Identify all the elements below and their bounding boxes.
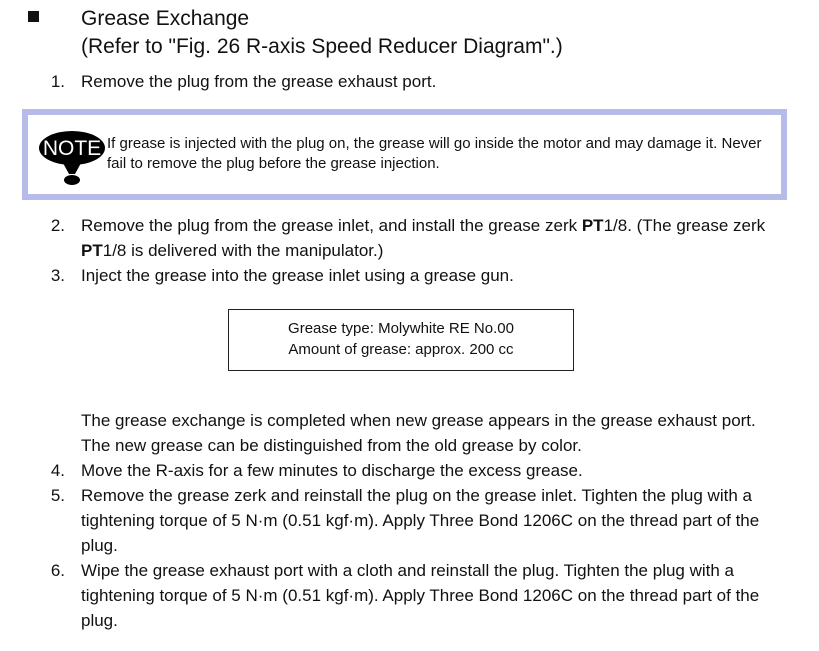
- step-text: Move the R-axis for a few minutes to discharge the excess grease.: [81, 461, 583, 480]
- step-text: Remove the plug from the grease inlet, and install the grease zerk PT1/8. (The grease zerk PT1/8 is delivered with the manipulator.): [81, 216, 766, 260]
- step-number: 5.: [50, 486, 65, 505]
- section-heading: [81, 5, 563, 61]
- section-title: Grease Exchange: [81, 7, 250, 30]
- grease-type: Grease type: Molywhite RE No.00: [288, 320, 514, 337]
- step-number: 3.: [50, 266, 65, 285]
- step-number: 4.: [50, 461, 65, 480]
- section-bullet: [28, 11, 39, 22]
- note-label: NOTE: [42, 137, 102, 160]
- completion-paragraph: The grease exchange is completed when new grease appears in the grease exhaust port. The new grease can be distinguished from the old grease by color.: [81, 411, 756, 455]
- step-number: 6.: [50, 561, 65, 580]
- step-number: 2.: [50, 216, 65, 235]
- note-box: [22, 109, 787, 200]
- step-number: 1.: [50, 72, 65, 91]
- step-text: Remove the grease zerk and reinstall the plug on the grease inlet. Tighten the plug with a tightening torque of 5 N·m (0.51 kgf·m). Apply Three Bond 1206C on the thread part of the plug.: [81, 486, 760, 555]
- grease-amount: Amount of grease: approx. 200 cc: [288, 341, 514, 358]
- step-text: Inject the grease into the grease inlet using a grease gun.: [81, 266, 514, 285]
- step-text: Remove the plug from the grease exhaust port.: [81, 72, 437, 91]
- note-icon: [38, 129, 106, 187]
- figure-reference: (Refer to "Fig. 26 R-axis Speed Reducer Diagram".): [81, 35, 563, 58]
- grease-spec-box: [228, 309, 574, 371]
- step-text: Wipe the grease exhaust port with a cloth and reinstall the plug. Tighten the plug with a tightening torque of 5 N·m (0.51 kgf·m). Apply Three Bond 1206C on the thread part of the plug.: [81, 561, 760, 630]
- note-text: If grease is injected with the plug on, the grease will go inside the motor and may damage it. Never fail to remove the plug before the grease injection.: [107, 135, 762, 172]
